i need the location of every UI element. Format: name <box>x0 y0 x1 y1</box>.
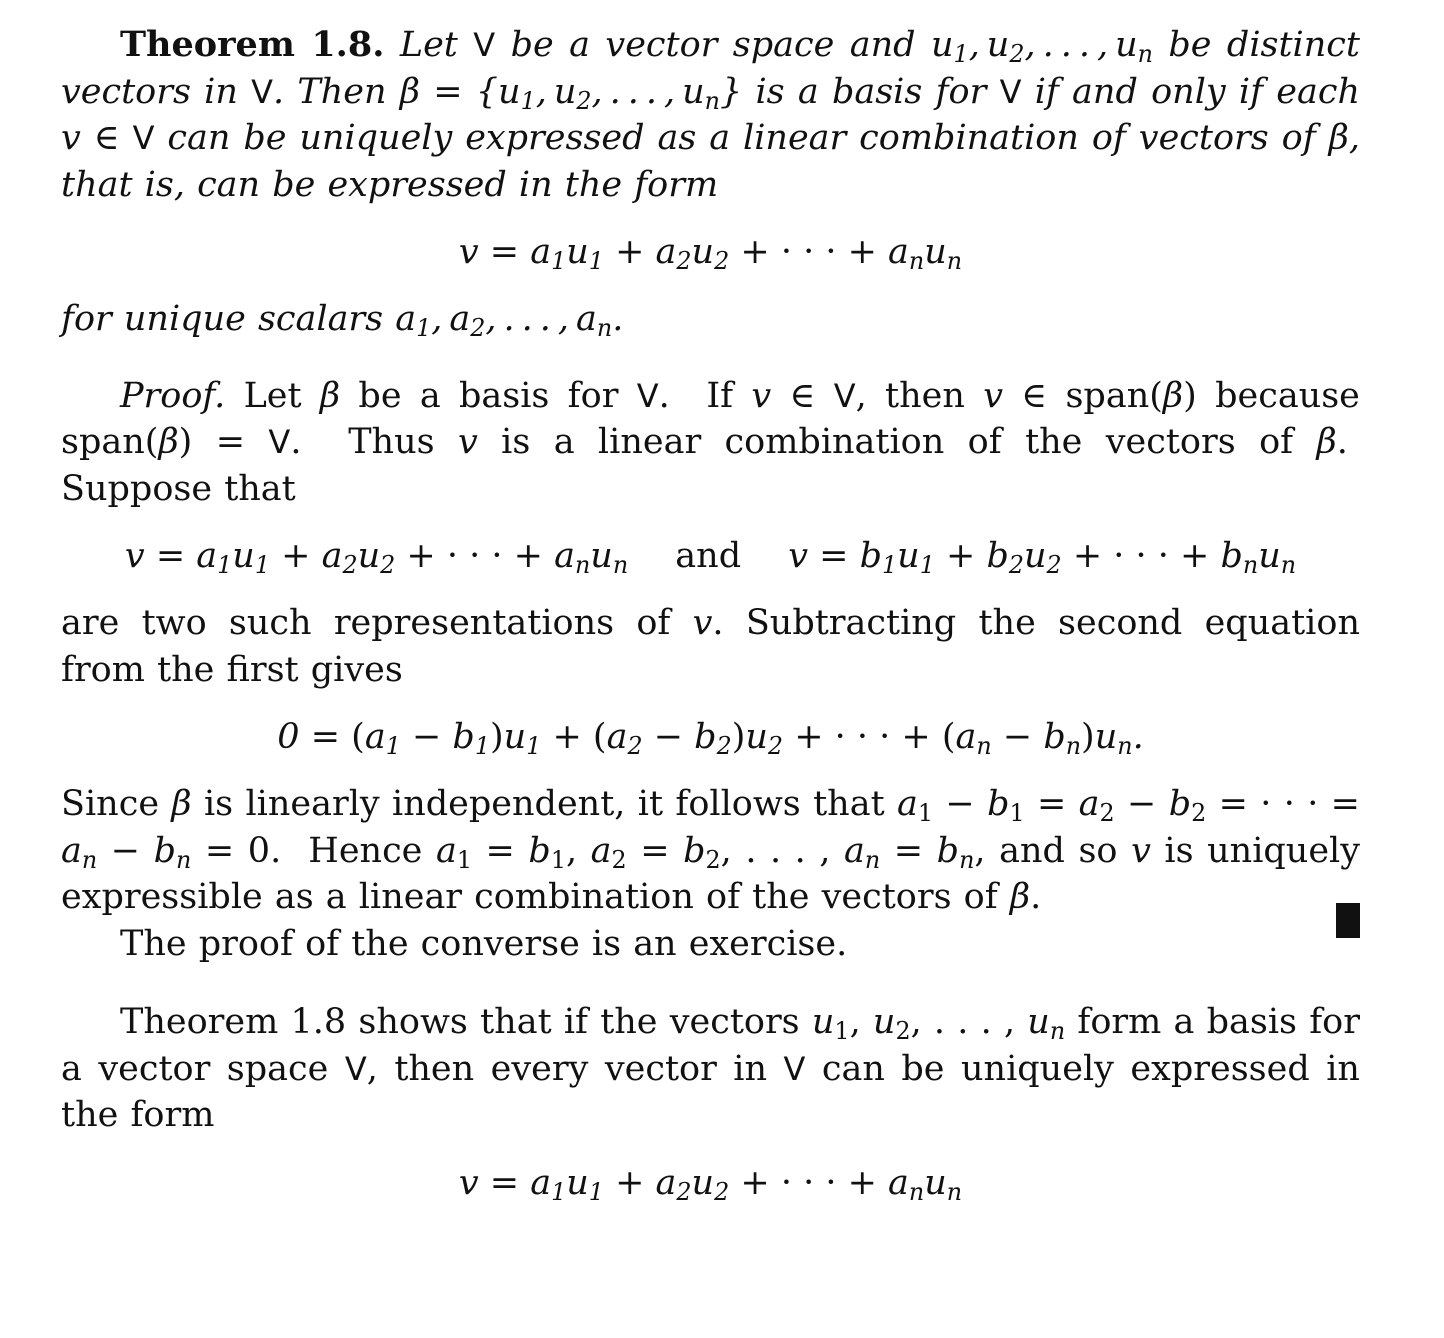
equation-4: $v = a_1u_1 + a_2u_2$ + · · · + $a_nu_n$ <box>458 1162 963 1206</box>
theorem-statement: Theorem 1.8. Let V be a vector space and $u_1$, $u_2$, . . . , $u_n$ be distinct vectors in V. Then $\beta = \{u_1$, $u_2$, . . . , $u_n$} is a basis for V if and only if each v ∈ V can be uniquely expressed as a linear combination of vectors of β, that is, can be expressed in the form <box>61 24 1360 205</box>
theorem-statement-end: for unique scalars $a_1$, $a_2$, . . . , $a_n$. <box>61 299 624 342</box>
closing-paragraph: Theorem 1.8 shows that if the vectors $u_1$, $u_2$, . . . , $u_n$ form a basis for a vector space V, then every vector in V can be uniquely expressed in the form <box>61 1002 1360 1135</box>
page-body <box>61 22 1361 1206</box>
proof-paragraph-3: Since β is linearly independent, it follows that $a_1 - b_1 = a_2 - b_2$ = · · · = $a_n - b_n = 0$. Hence $a_1 = b_1$, $a_2 = b_2$, . . . , $a_n = b_n$, and so v is uniquely expressible as a linear combination of the vectors of β. <box>61 784 1361 917</box>
equation-2: $v = a_1u_1 + a_2u_2$ + · · · + $a_nu_n$ and $v = b_1u_1 + b_2u_2$ + · · · + $b_nu_n$ <box>124 536 1297 579</box>
equation-3: $0 = (a_1 - b_1)u_1 + (a_2 - b_2)u_2$ + · · · + $(a_n - b_n)u_n$. <box>277 717 1144 760</box>
equation-1: $v = a_1u_1 + a_2u_2$ + · · · + $a_nu_n$ <box>458 232 963 275</box>
proof-paragraph-2: are two such representations of v. Subtracting the second equation from the first gives <box>61 603 1360 690</box>
qed-symbol <box>1336 903 1360 938</box>
proof-paragraph-1: Proof. Let β be a basis for V. If v ∈ V, then v ∈ span(β) because span(β) = V. Thus v is a linear combination of the vectors of β. Suppose that <box>61 375 1360 509</box>
proof-label: Proof. <box>120 375 226 416</box>
proof-end-line <box>61 921 1360 968</box>
proof-converse: The proof of the converse is an exercise. <box>120 923 848 964</box>
theorem-label: Theorem 1.8. <box>120 24 385 65</box>
